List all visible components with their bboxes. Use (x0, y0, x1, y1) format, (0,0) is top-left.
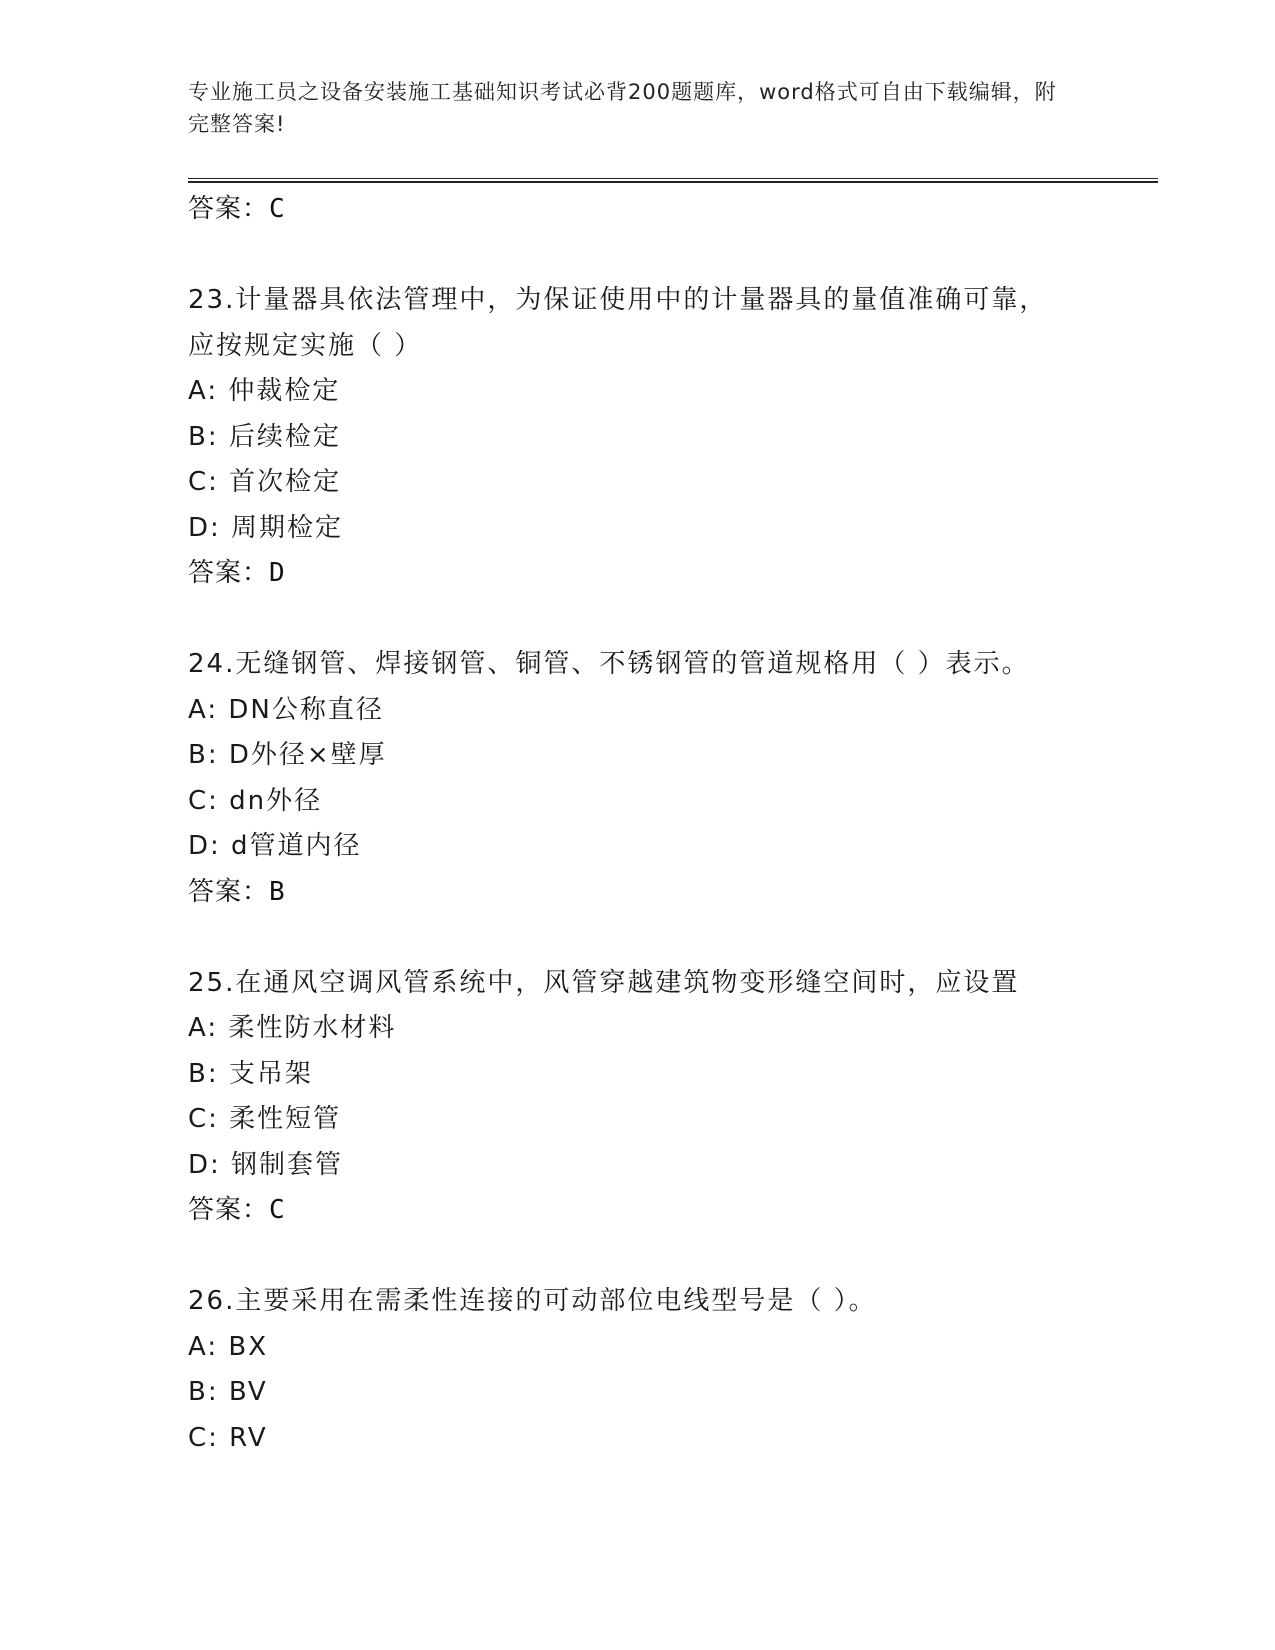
option-a: A: 仲裁检定 (188, 376, 341, 406)
spacer (188, 1234, 1148, 1280)
question-stem: 24.无缝钢管、焊接钢管、铜管、不锈钢管的管道规格用（ ）表示。 (188, 649, 1030, 679)
option-b: B: 支吊架 (188, 1058, 313, 1089)
question-block (188, 1279, 1148, 1461)
spacer (188, 915, 1148, 961)
option-b: B: BV (188, 1377, 268, 1407)
spacer (188, 597, 1148, 643)
option-b: B: 后续检定 (188, 421, 341, 452)
answer-line: 答案：B (188, 876, 286, 907)
option-b: B: D外径×壁厚 (188, 740, 387, 770)
option-a: A: 柔性防水材料 (188, 1013, 397, 1043)
answer-line: 答案：D (188, 558, 286, 588)
page-header: 专业施工员之设备安装施工基础知识考试必背200题题库，word格式可自由下载编辑，附完整答案! (188, 80, 1057, 136)
question-content (188, 187, 1148, 1461)
question-stem: 26.主要采用在需柔性连接的可动部位电线型号是（ ）。 (188, 1286, 877, 1316)
question-block (188, 961, 1148, 1234)
option-a: A: DN公称直径 (188, 694, 384, 725)
question-stem: 应按规定实施（ ） (188, 330, 423, 361)
question-block (188, 278, 1148, 597)
header-divider (188, 178, 1158, 183)
option-d: D: d管道内径 (188, 831, 362, 861)
option-c: C: 柔性短管 (188, 1104, 342, 1134)
question-stem: 25.在通风空调风管系统中，风管穿越建筑物变形缝空间时，应设置 (188, 967, 1020, 998)
answer-line: 答案：C (188, 1195, 286, 1225)
question-stem: 23.计量器具依法管理中，为保证使用中的计量器具的量值准确可靠， (188, 285, 1048, 315)
answer-line: 答案：C (188, 194, 286, 224)
option-d: D: 周期检定 (188, 512, 344, 543)
option-c: C: 首次检定 (188, 467, 342, 497)
option-c: C: dn外径 (188, 785, 323, 816)
spacer (188, 233, 1148, 279)
option-d: D: 钢制套管 (188, 1149, 344, 1180)
question-block (188, 642, 1148, 915)
option-a: A: BX (188, 1331, 269, 1362)
option-c: C: RV (188, 1422, 268, 1453)
